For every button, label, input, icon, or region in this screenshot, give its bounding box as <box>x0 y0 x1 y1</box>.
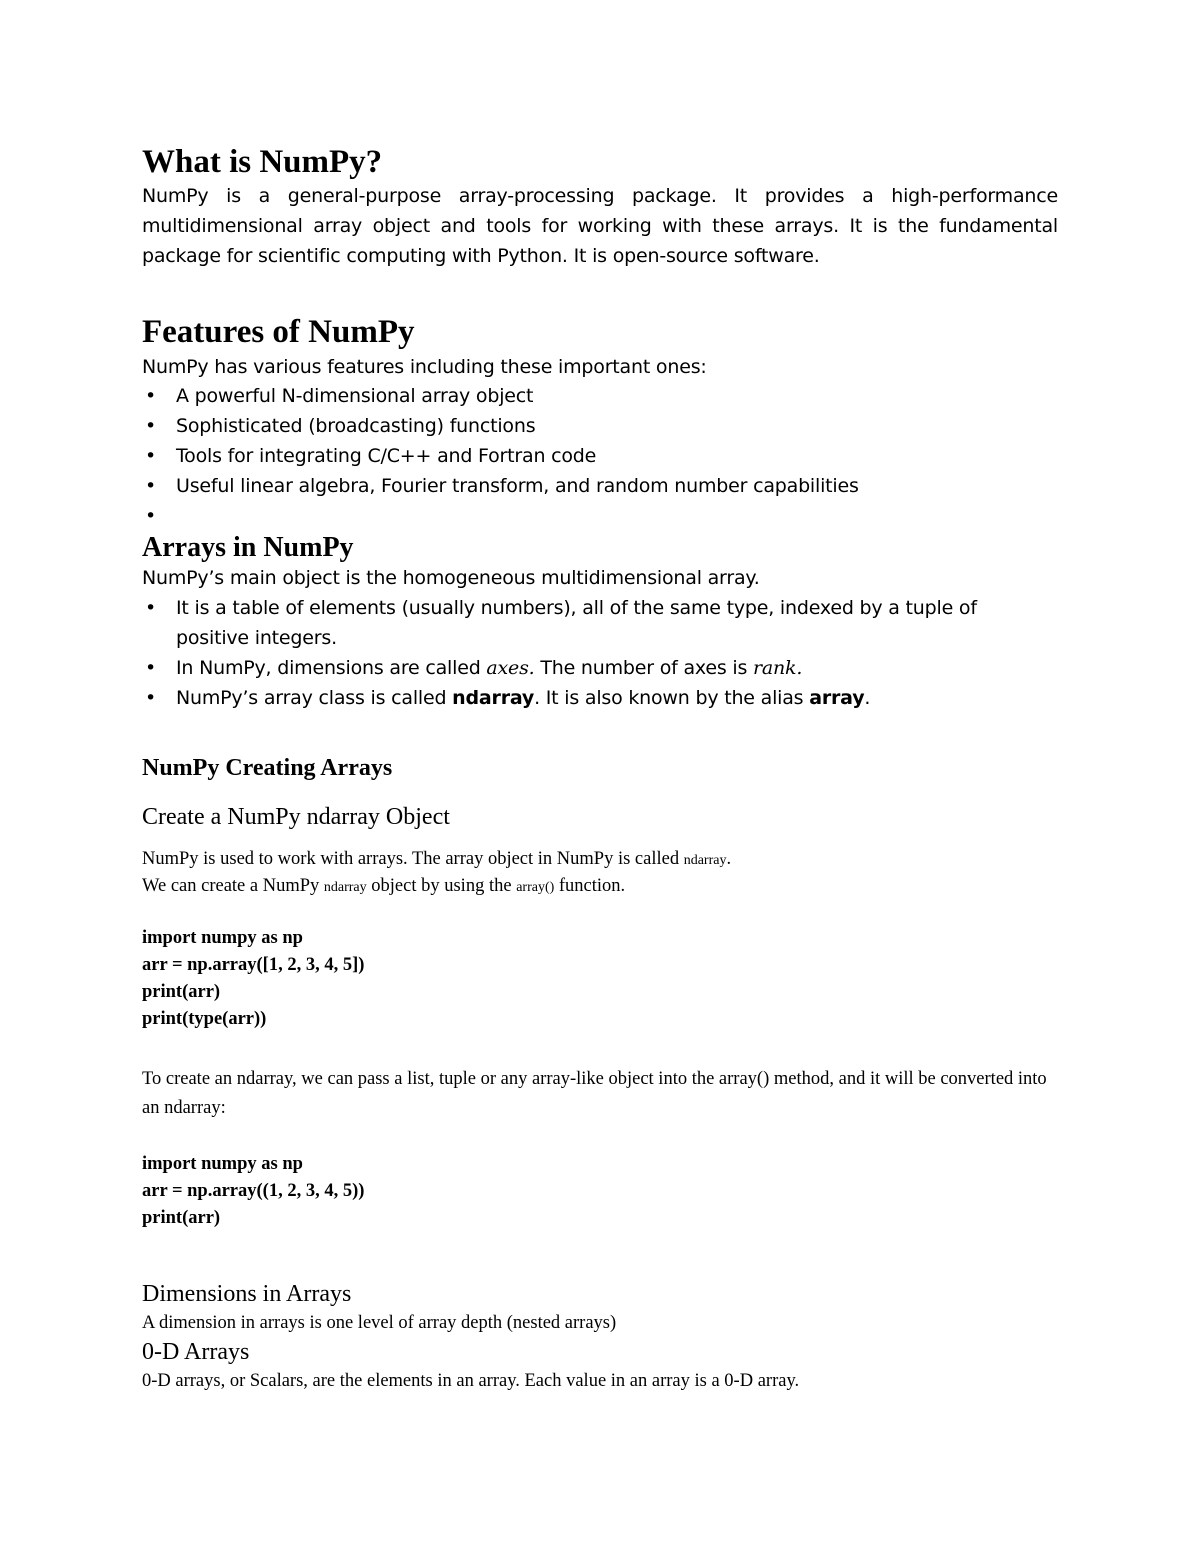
code-line: print(arr) <box>142 1208 221 1228</box>
code-line: import numpy as np <box>142 1154 303 1174</box>
list-item: • Useful linear algebra, Fourier transform, and random number capabilities <box>142 471 1058 501</box>
bullet-icon: • <box>145 385 157 407</box>
bullet-icon: • <box>145 687 157 709</box>
code-block-2 <box>142 1151 364 1232</box>
heading-0d-arrays: 0-D Arrays <box>142 1339 250 1365</box>
code-line: import numpy as np <box>142 928 303 948</box>
list-item: • In NumPy, dimensions are called axes. The number of axes is rank. <box>142 653 1058 683</box>
ndarray-description-line2: We can create a NumPy ndarray object by using the array() function. <box>142 876 626 896</box>
bullet-icon: • <box>145 505 157 527</box>
ndarray-description-line1: NumPy is used to work with arrays. The array object in NumPy is called ndarray. <box>142 849 732 869</box>
arrays-intro: NumPy’s main object is the homogeneous multidimensional array. <box>142 567 760 589</box>
list-item: • NumPy’s array class is called ndarray. It is also known by the alias array. <box>142 683 1058 713</box>
numpy-intro-paragraph: NumPy is a general-purpose array-processing package. It provides a high-performance multidimensional array object and tools for working with these arrays. It is the fundamental package for scientific computing with Python. It is open-source software. <box>142 185 1058 267</box>
bullet-icon: • <box>145 657 157 679</box>
bullet-icon: • <box>145 475 157 497</box>
bullet-icon: • <box>145 597 157 619</box>
heading-what-is-numpy: What is NumPy? <box>142 144 383 180</box>
ndarray-conversion-paragraph: To create an ndarray, we can pass a list, tuple or any array-like object into the array() method, and it will be converted into an ndarray: <box>142 1069 1047 1118</box>
heading-arrays-in-numpy: Arrays in NumPy <box>142 532 354 563</box>
features-list <box>142 381 1058 531</box>
0d-arrays-text: 0-D arrays, or Scalars, are the elements in an array. Each value in an array is a 0-D array. <box>142 1371 800 1391</box>
code-line: arr = np.array((1, 2, 3, 4, 5)) <box>142 1181 365 1201</box>
dimensions-text: A dimension in arrays is one level of array depth (nested arrays) <box>142 1313 617 1333</box>
heading-numpy-creating-arrays: NumPy Creating Arrays <box>142 755 393 781</box>
list-item: • Tools for integrating C/C++ and Fortran code <box>142 441 1058 471</box>
list-item <box>142 501 1058 531</box>
code-line: arr = np.array([1, 2, 3, 4, 5]) <box>142 955 365 975</box>
list-item: • It is a table of elements (usually numbers), all of the same type, indexed by a tuple of positive integers. <box>142 593 1058 653</box>
code-line: print(arr) <box>142 982 221 1002</box>
list-item: • Sophisticated (broadcasting) functions <box>142 411 1058 441</box>
subheading-create-ndarray: Create a NumPy ndarray Object <box>142 804 450 830</box>
arrays-list <box>142 593 1058 713</box>
bullet-icon: • <box>145 445 157 467</box>
features-intro: NumPy has various features including these important ones: <box>142 356 707 378</box>
heading-dimensions-in-arrays: Dimensions in Arrays <box>142 1281 352 1307</box>
heading-features-of-numpy: Features of NumPy <box>142 314 415 350</box>
list-item: • A powerful N-dimensional array object <box>142 381 1058 411</box>
code-line: print(type(arr)) <box>142 1009 267 1029</box>
bullet-icon: • <box>145 415 157 437</box>
code-block-1 <box>142 925 364 1033</box>
